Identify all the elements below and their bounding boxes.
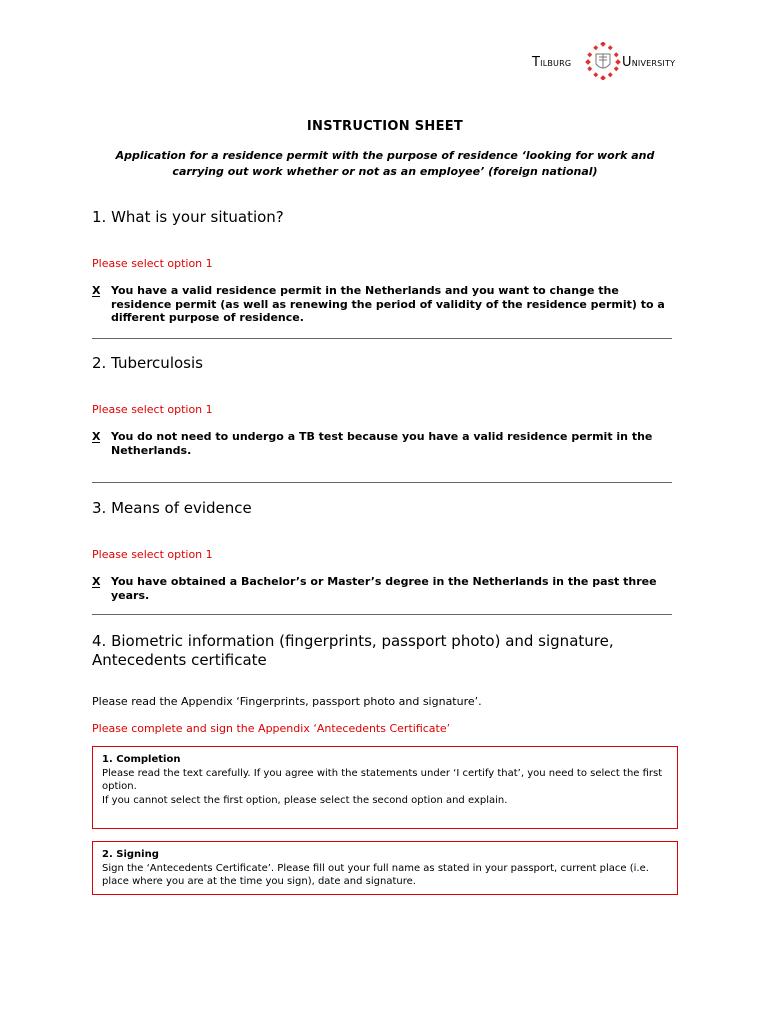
section-3-note: Please select option 1 xyxy=(92,548,213,561)
completion-box-text-1: Please read the text carefully. If you agree with the statements under ‘I certify that’, you need to select the first option. xyxy=(102,767,663,792)
section-4-note: Please complete and sign the Appendix ‘Antecedents Certificate’ xyxy=(92,722,451,735)
section-1-heading: 1. What is your situation? xyxy=(92,208,284,226)
completion-box-title: 1. Completion xyxy=(102,754,181,765)
university-emblem-icon xyxy=(585,42,621,80)
section-2-option-text: You do not need to undergo a TB test because you have a valid residence permit in the Netherlands. xyxy=(111,430,653,457)
university-logo xyxy=(530,40,680,80)
signing-box-title: 2. Signing xyxy=(102,849,159,860)
option-checkmark: X xyxy=(92,284,101,297)
section-4-read-text: Please read the Appendix ‘Fingerprints, passport photo and signature’. xyxy=(92,695,482,708)
section-4-heading xyxy=(92,632,614,670)
section-divider xyxy=(92,482,672,483)
logo-text-tilburg: Tilburg xyxy=(532,55,572,70)
section-1-option-text: You have a valid residence permit in the Netherlands and you want to change the residence permit (as well as renewing the period of validity of the residence permit) to a different purpose of residence. xyxy=(111,284,665,324)
signing-box xyxy=(92,841,678,895)
section-1-note: Please select option 1 xyxy=(92,257,213,270)
page-title: INSTRUCTION SHEET xyxy=(306,119,464,134)
signing-box-text: Sign the ‘Antecedents Certificate’. Please fill out your full name as stated in your passport, current place (i.e. place where you are at the time you sign), date and signature. xyxy=(102,862,649,887)
section-2-note: Please select option 1 xyxy=(92,403,213,416)
section-2-heading: 2. Tuberculosis xyxy=(92,354,203,372)
option-checkmark: X xyxy=(92,430,101,443)
section-divider xyxy=(92,338,672,339)
section-4-heading-line-2: Antecedents certificate xyxy=(92,651,267,669)
section-4-heading-line-1: 4. Biometric information (fingerprints, passport photo) and signature, xyxy=(92,632,614,650)
completion-box-text-2: If you cannot select the first option, please select the second option and explain. xyxy=(102,794,508,806)
section-3-heading: 3. Means of evidence xyxy=(92,499,252,517)
page-subtitle xyxy=(90,148,680,180)
section-3-option-text: You have obtained a Bachelor’s or Master’s degree in the Netherlands in the past three years. xyxy=(111,575,657,602)
section-1-option[interactable] xyxy=(92,284,672,325)
option-checkmark: X xyxy=(92,575,101,588)
completion-box xyxy=(92,746,678,829)
subtitle-line-1: Application for a residence permit with the purpose of residence ‘looking for work and xyxy=(115,149,655,162)
section-2-option[interactable] xyxy=(92,430,672,457)
subtitle-line-2: carrying out work whether or not as an employee’ (foreign national) xyxy=(172,165,598,178)
section-3-option[interactable] xyxy=(92,575,672,602)
logo-text-university: University xyxy=(622,55,676,70)
section-divider xyxy=(92,614,672,615)
